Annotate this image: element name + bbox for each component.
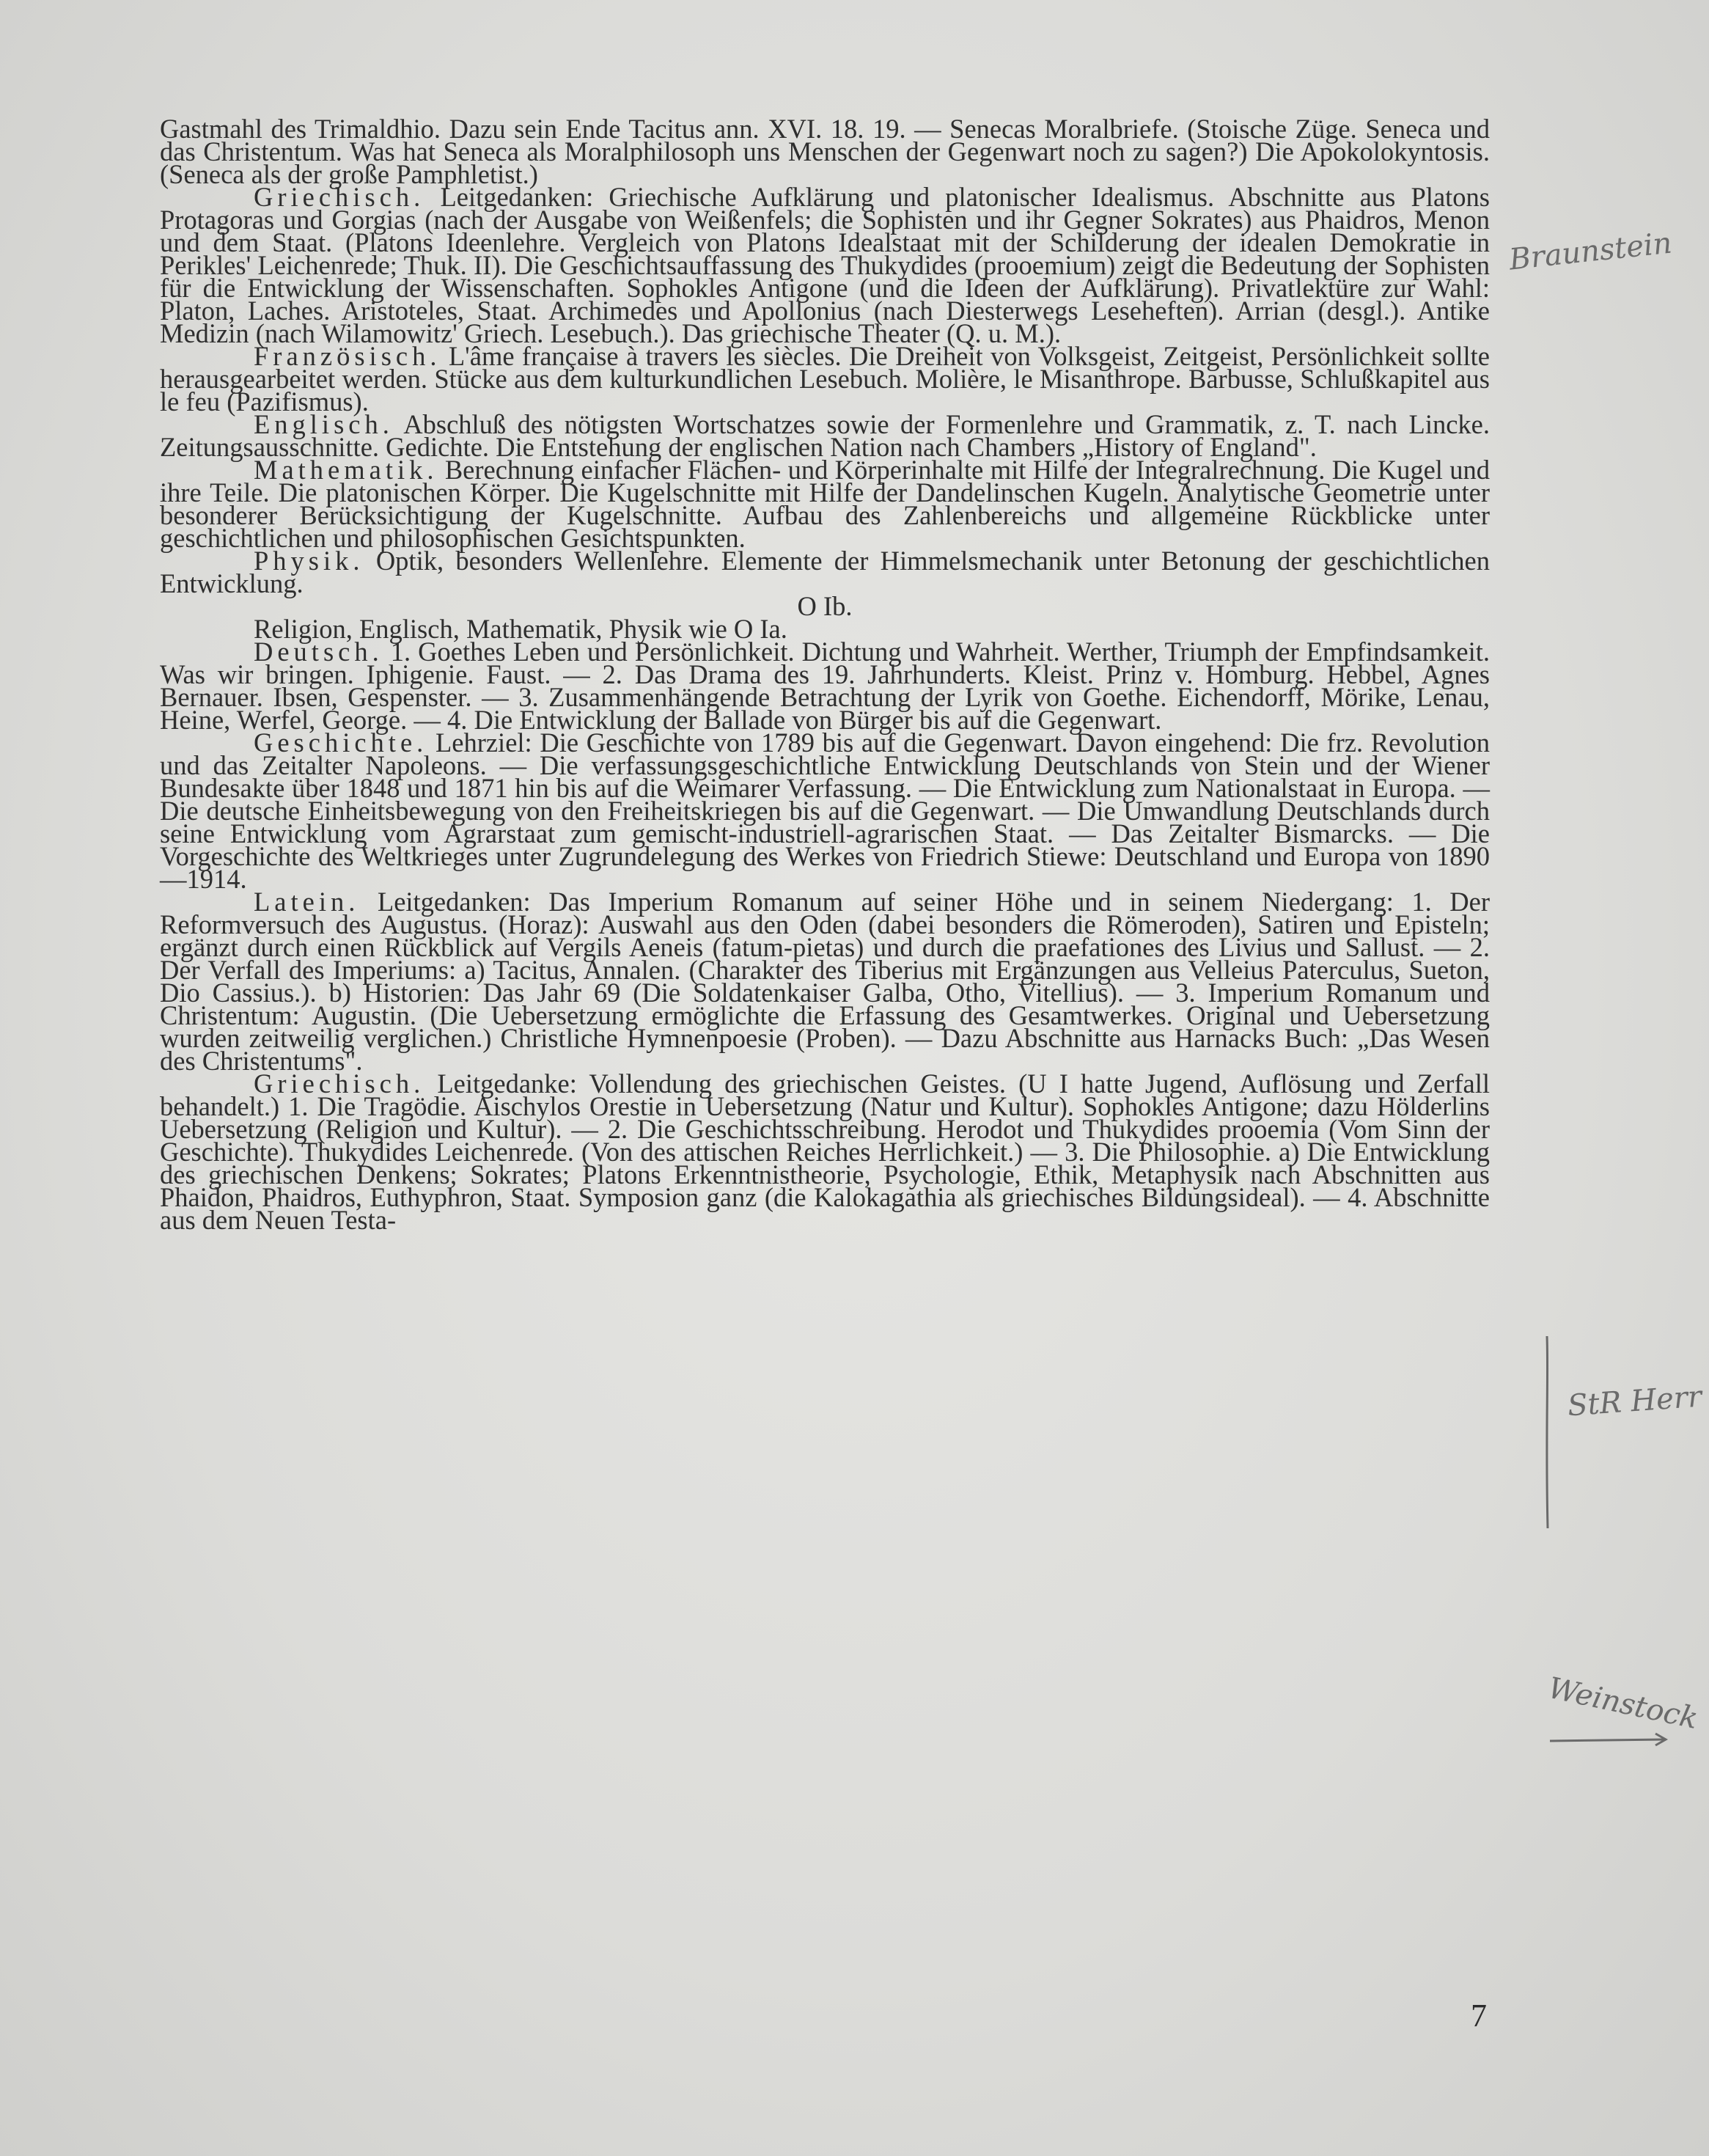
paragraph-latein (160, 887, 1491, 1076)
margin-bracket-icon (1538, 1333, 1556, 1531)
paragraph-franzoesisch (160, 341, 1490, 417)
heading-physik: Physik. (254, 546, 364, 576)
paragraph-geschichte (160, 727, 1490, 894)
heading-deutsch: Deutsch. (254, 637, 383, 667)
paragraph-griechisch-1 (160, 182, 1490, 348)
paragraph-englisch-text: Abschluß des nötigsten Wortschatzes sowie der Formenlehre und Grammatik, z. T. nach Lincke. Zeitungsausschnitte. Gedichte. Die Entstehung der englischen Nation nach Chambers „History of England". (160, 409, 1490, 462)
heading-griechisch-1: Griechisch. (254, 182, 425, 212)
paragraph-englisch (160, 409, 1490, 462)
paragraph-mathematik (160, 455, 1490, 553)
heading-geschichte: Geschichte. (254, 727, 428, 758)
heading-mathematik: Mathematik. (254, 455, 438, 485)
paragraph-physik (160, 546, 1491, 598)
margin-arrow-icon (1547, 1729, 1672, 1751)
paragraph-griechisch-1-text: Leitgedanken: Griechische Aufklärung und platonischer Idealismus. Abschnitte aus Platons Protagoras und Gorgias (nach der Ausgabe von Weißenfels; die Sophisten und ihr Gegner Sokrates) aus Phaidros, Menon und dem Staat. (Platons Ideenlehre. Vergleich von Platons Idealstaat mit der Schilderung der idealen Demokratie in Perikles' Leichenrede; Thuk. II). Die Geschichtsauffassung des Thukydides (prooemium) zeigt die Bedeutung der Sophisten für die Entwicklung der Wissenschaften. Sophokles Antigone (und die Ideen der Aufklärung). Privatlektüre zur Wahl: Platon, Laches. Aristoteles, Staat. Archimedes und Apollonius (nach Diesterwegs Leseheften). Arrian (desgl.). Antike Medizin (nach Wilamowitz' Griech. Lesebuch.). Das griechische Theater (Q. u. M.). (160, 182, 1490, 348)
page-number: 7 (1471, 1998, 1487, 2034)
handwritten-annotation-braunstein: Braunstein (1507, 226, 1674, 277)
paragraph-geschichte-text: Lehrziel: Die Geschichte von 1789 bis auf die Gegenwart. Davon eingehend: Die frz. Revolution und das Zeitalter Napoleons. — Die verfassungsgeschichtliche Entwicklung Deutschlands von Stein und der Wiener Bundesakte über 1848 und 1871 hin bis auf die Weimarer Verfassung. — Die Entwicklung zum Nationalstaat in Europa. — Die deutsche Einheitsbewegung von den Freiheitskriegen bis auf die Gegenwart. — Die Umwandlung Deutschlands durch seine Entwicklung vom Agrarstaat zum gemischt-industriell-agrarischen Staat. — Das Zeitalter Bismarcks. — Die Vorgeschichte des Weltkrieges unter Zugrundelegung des Werkes von Friedrich Stiewe: Deutschland und Europa von 1890—1914. (160, 727, 1490, 894)
section-heading-oib: O Ib. (797, 591, 853, 621)
paragraph-latein-text: Leitgedanken: Das Imperium Romanum auf seiner Höhe und in seinem Niedergang: 1. Der Reformversuch des Augustus. (Horaz): Auswahl aus den Oden (dabei besonders die Römeroden), Satiren und Episteln; ergänzt durch einen Rückblick auf Vergils Aeneis (fatum-pietas) und durch die praefationes des Livius und Sallust. — 2. Der Verfall des Imperiums: a) Tacitus, Annalen. (Charakter des Tiberius mit Ergänzungen aus Velleius Paterculus, Sueton, Dio Cassius.). b) Historien: Das Jahr 69 (Die Soldatenkaiser Galba, Otho, Vitellius). — 3. Imperium Romanum und Christentum: Augustin. (Die Uebersetzung ermöglichte die Erfassung des Gesamtwerkes. Original und Uebersetzung wurden zeitweilig verglichen.) Christliche Hymnenpoesie (Proben). — Dazu Abschnitte aus Harnacks Buch: „Das Wesen des Christentums". (160, 887, 1491, 1076)
paragraph-deutsch-text: 1. Goethes Leben und Persönlichkeit. Dichtung und Wahrheit. Werther, Triumph der Empfindsamkeit. Was wir bringen. Iphigenie. Faust. — 2. Das Drama des 19. Jahrhunderts. Kleist. Prinz v. Homburg. Hebbel, Agnes Bernauer. Ibsen, Gespenster. — 3. Zusammenhängende Betrachtung der Lyrik von Goethe. Eichendorff, Mörike, Lenau, Heine, Werfel, George. — 4. Die Entwicklung der Ballade von Bürger bis auf die Gegenwart. (160, 637, 1491, 735)
paragraph-1 (160, 114, 1490, 189)
heading-griechisch-2: Griechisch. (254, 1068, 425, 1099)
paragraph-franzoesisch-text: L'âme française à travers les siècles. Die Dreiheit von Volksgeist, Zeitgeist, Persönlichkeit sollte herausgearbeitet werden. Stücke aus dem kulturkundlichen Lesebuch. Molière, le Misanthrope. Barbusse, Schlußkapitel aus le feu (Pazifismus). (160, 341, 1490, 417)
paragraph-griechisch-2 (160, 1068, 1491, 1235)
heading-franzoesisch: Französisch. (254, 341, 441, 371)
body-text (160, 114, 1491, 1235)
handwritten-annotation-str-herr: StR Herr (1566, 1379, 1703, 1423)
paragraph-griechisch-2-text: Leitgedanke: Vollendung des griechischen Geistes. (U I hatte Jugend, Auflösung und Zerfall behandelt.) 1. Die Tragödie. Aischylos Orestie in Uebersetzung (Natur und Kultur). Sophokles Antigone; dazu Hölderlins Uebersetzung (Religion und Kultur). — 2. Die Geschichtsschreibung. Herodot und Thukydides prooemia (Vom Sinn der Geschichte). Thukydides Leichenrede. (Von des attischen Reiches Herrlichkeit.) — 3. Die Philosophie. a) Die Entwicklung des griechischen Denkens; Sokrates; Platons Erkenntnistheorie, Psychologie, Ethik, Metaphysik nach Abschnitten aus Phaidon, Phaidros, Euthyphron, Staat. Symposion ganz (die Kalokagathia als griechisches Bildungsideal). — 4. Abschnitte aus dem Neuen Testa- (160, 1068, 1491, 1235)
paragraph-religion-text: Religion, Englisch, Mathematik, Physik wie O Ia. (254, 614, 787, 644)
handwritten-annotation-weinstock: Weinstock (1545, 1671, 1701, 1737)
paragraph-deutsch (160, 637, 1491, 735)
paragraph-mathematik-text: Berechnung einfacher Flächen- und Körperinhalte mit Hilfe der Integralrechnung. Die Kugel und ihre Teile. Die platonischen Körper. Die Kugelschnitte mit Hilfe der Dandelinschen Kugeln. Analytische Geometrie unter besonderer Berücksichtigung der Kugelschnitte. Aufbau des Zahlenbereichs und allgemeine Rückblicke unter geschichtlichen und philosophischen Gesichtspunkten. (160, 455, 1490, 553)
heading-englisch: Englisch. (254, 409, 394, 439)
paragraph-physik-text: Optik, besonders Wellenlehre. Elemente der Himmelsmechanik unter Betonung der geschichtlichen Entwicklung. (160, 546, 1491, 598)
paragraph-1-text: Gastmahl des Trimaldhio. Dazu sein Ende Tacitus ann. XVI. 18. 19. — Senecas Moralbriefe. (Stoische Züge. Seneca und das Christentum. Was hat Seneca als Moralphilosoph uns Menschen der Gegenwart noch zu sagen?) Die Apokolokyntosis. (Seneca als der große Pamphletist.) (160, 114, 1490, 189)
heading-latein: Latein. (254, 887, 360, 917)
